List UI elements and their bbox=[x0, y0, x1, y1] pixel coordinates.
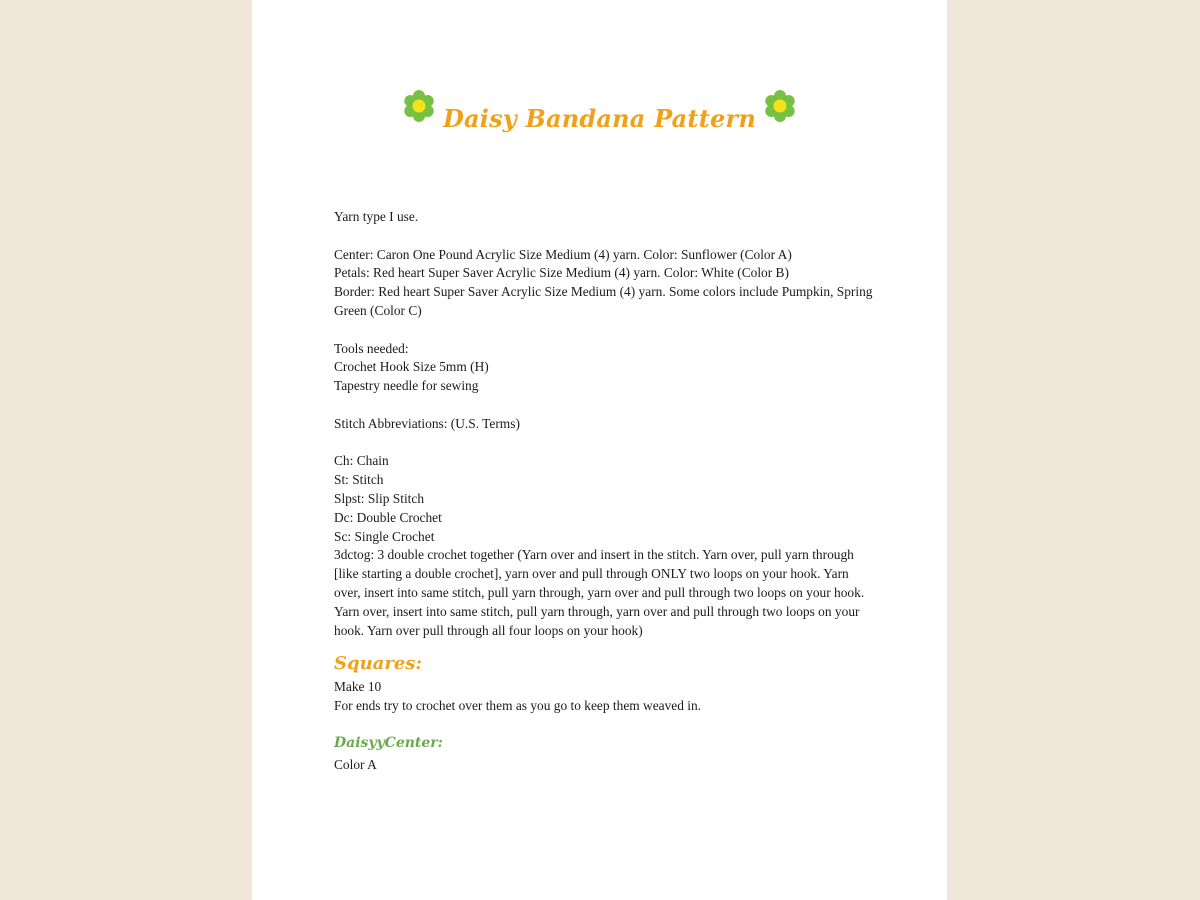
daisy-flower-icon bbox=[401, 88, 437, 124]
yarn-border: Border: Red heart Super Saver Acrylic Size Medium (4) yarn. Some colors include Pumpkin, Spring Green (Color C) bbox=[334, 284, 873, 318]
yarn-list bbox=[334, 246, 874, 321]
abbreviation-item: Ch: Chain bbox=[334, 453, 389, 469]
abbreviation-item: St: Stitch bbox=[334, 472, 384, 488]
yarn-intro: Yarn type I use. bbox=[334, 209, 419, 224]
squares-section bbox=[334, 678, 874, 716]
tool-item: Tapestry needle for sewing bbox=[334, 378, 479, 394]
squares-make: Make 10 bbox=[334, 679, 382, 695]
abbreviation-item: 3dctog: 3 double crochet together (Yarn over and insert in the stitch. Yarn over, pull yarn through [like starting a double crochet], yarn over and pull through ONLY two loops on your hook. Yarn over, insert into same stitch, pull yarn through, yarn over and pull through two loops on your hook. Yarn over, insert into same stitch, pull yarn through, yarn over and pull through two loops on your hook. Yarn over pull through all four loops on your hook) bbox=[334, 547, 865, 638]
squares-heading: Squares: bbox=[334, 653, 423, 675]
tool-item: Crochet Hook Size 5mm (H) bbox=[334, 359, 489, 375]
pattern-content bbox=[334, 208, 874, 775]
daisy-center-color: Color A bbox=[334, 756, 377, 772]
abbreviation-item: Sc: Single Crochet bbox=[334, 528, 435, 544]
tools-heading: Tools needed: bbox=[334, 340, 409, 356]
document-page bbox=[252, 0, 947, 900]
tools-section bbox=[334, 340, 874, 396]
page-title: Daisy Bandana Pattern bbox=[443, 103, 756, 133]
abbreviation-item: Dc: Double Crochet bbox=[334, 509, 442, 525]
abbreviations-list bbox=[334, 452, 874, 640]
yarn-center: Center: Caron One Pound Acrylic Size Medium (4) yarn. Color: Sunflower (Color A) bbox=[334, 246, 792, 262]
title-row bbox=[252, 86, 947, 136]
daisy-flower-icon bbox=[762, 88, 798, 124]
yarn-petals: Petals: Red heart Super Saver Acrylic Size Medium (4) yarn. Color: White (Color B) bbox=[334, 265, 789, 281]
squares-note: For ends try to crochet over them as you go to keep them weaved in. bbox=[334, 698, 702, 714]
abbreviation-item: Slpst: Slip Stitch bbox=[334, 490, 425, 506]
daisy-center-heading: DaisyyCenter: bbox=[334, 734, 443, 751]
abbreviations-heading: Stitch Abbreviations: (U.S. Terms) bbox=[334, 415, 520, 431]
